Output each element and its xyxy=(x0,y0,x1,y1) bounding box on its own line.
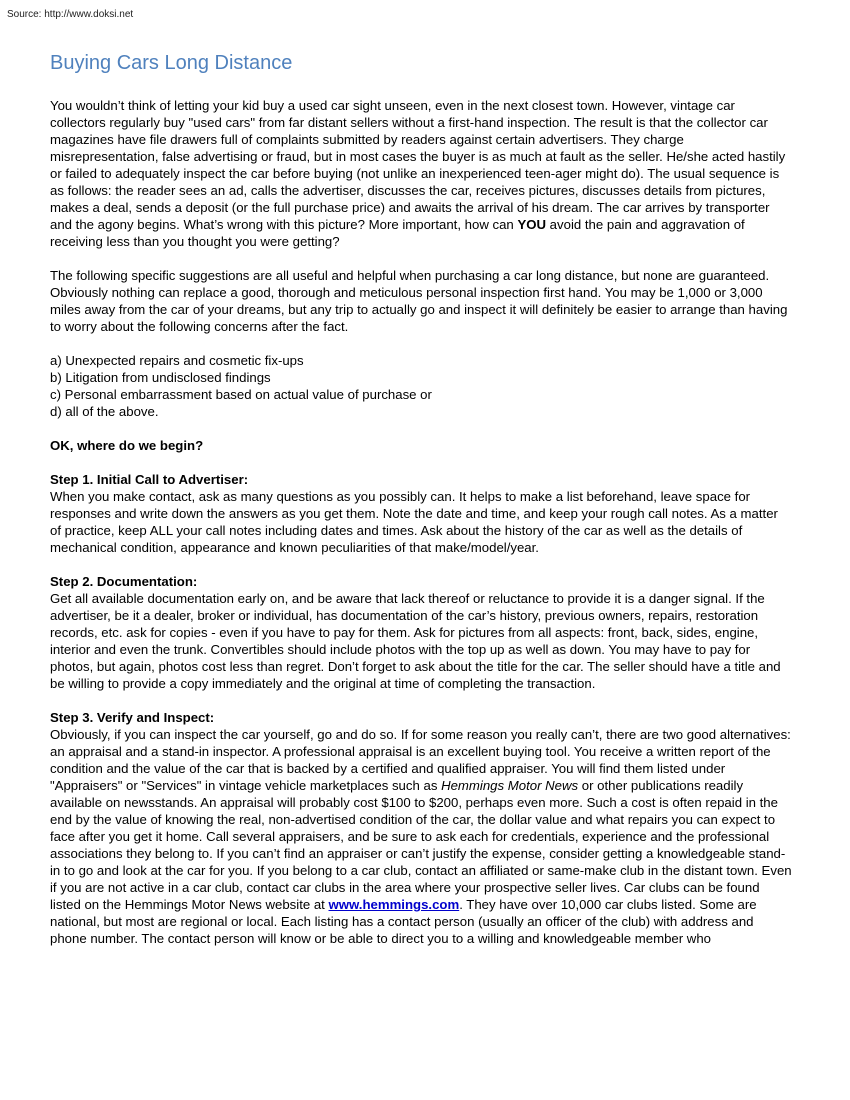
step3-text-2: or other publications readily available on newsstands. An appraisal will probably cost $100 to $200, perhaps even more. Such a cost is often repaid in the end by the value of knowing the real, non-advertised condition of the car, the dollar value and what repairs you can expect to face after you get it home. Call several appraisers, and be sure to ask each for credentials, experience and the professional associations they belong to. If you can’t find an appraiser or can’t justify the expense, consider getting a knowledgeable stand-in to go and look at the car for you. If you belong to a car club, contact an affiliated or same-make club in the distant town. Even if you are not active in a car club, contact car clubs in the area where your prospective seller lives. Car clubs can be found listed on the Hemmings Motor News website at xyxy=(50,778,792,912)
intro-text-1: You wouldn’t think of letting your kid buy a used car sight unseen, even in the next closest town. However, vintage car collectors regularly buy "used cars" from far distant sellers without a first-hand inspection. The result is that the collector car magazines have file drawers full of complaints submitted by readers against certain advertisers. They charge misrepresentation, false advertising or fraud, but in most cases the buyer is as much at fault as the seller. He/she acted hastily or failed to adequately inspect the car before buying (not unlike an inexperienced teen-ager might do). The usual sequence is as follows: the reader sees an ad, calls the advertiser, discusses the car, receives pictures, discusses details from pictures, makes a deal, sends a deposit (or the full purchase price) and awaits the arrival of his dream. The car arrives by transporter and the agony begins. What’s wrong with this picture? More important, how can xyxy=(50,98,786,232)
intro-emphasis: YOU xyxy=(517,217,547,232)
step3-body xyxy=(50,726,792,947)
list-item: a) Unexpected repairs and cosmetic fix-ups xyxy=(50,353,304,368)
step1-body: When you make contact, ask as many questions as you possibly can. It helps to make a list beforehand, leave space for responses and write down the answers as you get them. Note the date and time, and keep your rough call notes. As a matter of practice, keep ALL your call notes including dates and times. Ask about the history of the car as well as the details of mechanical condition, appearance and known peculiarities of that make/model/year. xyxy=(50,489,778,555)
intro-paragraph xyxy=(50,97,792,250)
suggestions-paragraph: The following specific suggestions are all useful and helpful when purchasing a car long distance, but none are guaranteed. Obviously nothing can replace a good, thorough and meticulous personal inspection first hand. You may be 1,000 or 3,000 miles away from the car of your dreams, but any trip to actually go and inspect it will definitely be easier to arrange than having to worry about the following concerns after the fact. xyxy=(50,268,788,334)
step1-heading: Step 1. Initial Call to Advertiser: xyxy=(50,472,249,487)
step2-heading: Step 2. Documentation: xyxy=(50,574,198,589)
step3-text-3: . They have over 10,000 car clubs listed. Some are national, but most are regional or local. Each listing has a contact person (usually an officer of the club) with address and phone number. The contact person will know or be able to direct you to a willing and knowledgeable member who xyxy=(50,897,757,946)
source-line: Source: http://www.doksi.net xyxy=(7,9,134,20)
list-item: b) Litigation from undisclosed findings xyxy=(50,370,271,385)
hemmings-link[interactable]: www.hemmings.com xyxy=(328,897,460,912)
begin-heading: OK, where do we begin? xyxy=(50,438,204,453)
page-title: Buying Cars Long Distance xyxy=(50,52,293,74)
step3-heading: Step 3. Verify and Inspect: xyxy=(50,710,215,725)
step3-text-1: Obviously, if you can inspect the car yourself, go and do so. If for some reason you really can’t, there are two good alternatives: an appraisal and a stand-in inspector. A professional appraisal is an excellent buying tool. You receive a written report of the condition and the value of the car that is backed by a certified and qualified appraiser. You will find them listed under "Appraisers" or "Services" in vintage vehicle marketplaces such as xyxy=(50,727,791,793)
list-item: d) all of the above. xyxy=(50,404,159,419)
document-body xyxy=(50,97,792,964)
intro-text-2: avoid the pain and aggravation of receiving less than you thought you were getting? xyxy=(50,217,745,249)
list-item: c) Personal embarrassment based on actual value of purchase or xyxy=(50,387,432,402)
publication-name: Hemmings Motor News xyxy=(441,778,579,793)
step2-body: Get all available documentation early on, and be aware that lack thereof or reluctance to provide it is a danger signal. If the advertiser, be it a dealer, broker or individual, has documentation of the car’s history, previous owners, repairs, restoration records, etc. ask for copies - even if you have to pay for them. Ask for pictures from all aspects: front, back, sides, engine, interior and even the trunk. Convertibles should include photos with the top up as well as down. You may have to pay for photos, but again, photos cost less than regret. Don’t forget to ask about the title for the car. The seller should have a title and be willing to provide a copy immediately and the original at time of completing the transaction. xyxy=(50,591,781,691)
concerns-list xyxy=(50,352,792,420)
